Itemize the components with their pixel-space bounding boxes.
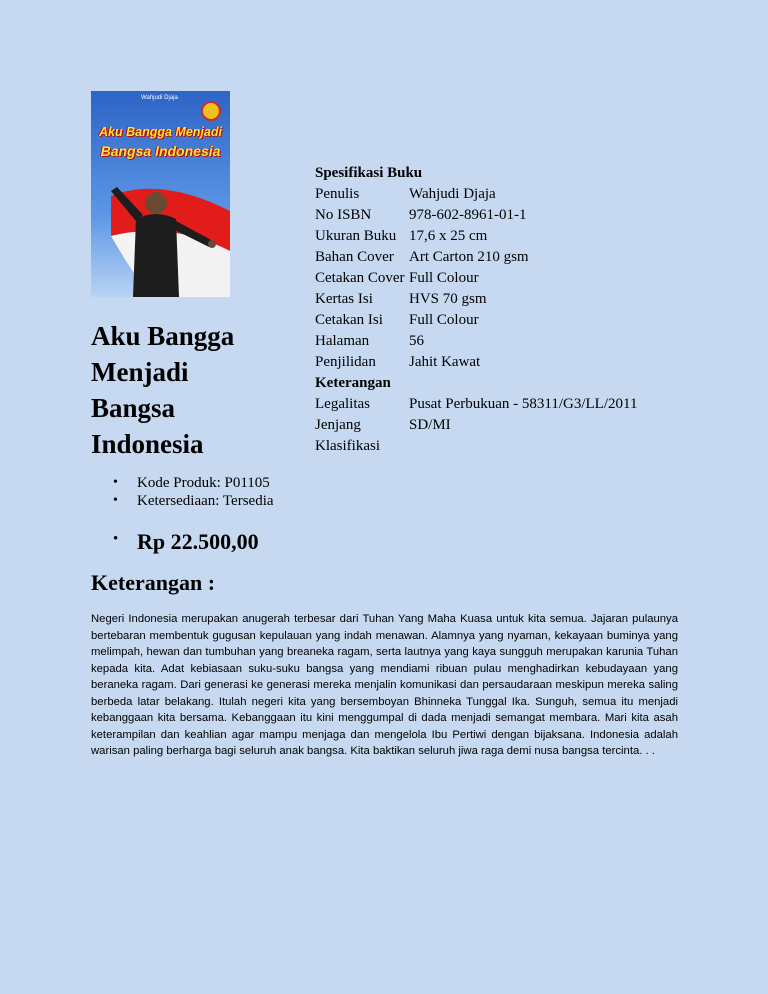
- cover-title-line2: Bangsa Indonesia: [100, 143, 221, 159]
- spec-key: Cetakan Cover: [315, 270, 405, 286]
- product-code: • Kode Produk: P01105: [113, 474, 274, 492]
- cover-title-line1: Aku Bangga Menjadi: [99, 125, 222, 139]
- spec-key: Kertas Isi: [315, 291, 373, 307]
- spec-value: Full Colour: [409, 270, 479, 286]
- product-info-list: [113, 474, 274, 510]
- book-title: [91, 318, 291, 462]
- spec-value: 17,6 x 25 cm: [409, 228, 488, 244]
- title-line: Aku Bangga: [91, 321, 235, 351]
- title-line: Bangsa: [91, 393, 176, 423]
- spec-key: Cetakan Isi: [315, 312, 383, 328]
- spec-value: Full Colour: [409, 312, 479, 328]
- spec-key: Ukuran Buku: [315, 228, 397, 244]
- title-line: Indonesia: [91, 429, 204, 459]
- cover-author: Wahjudi Djaja: [141, 95, 178, 101]
- spec-key: No ISBN: [315, 207, 372, 223]
- spec-key: Halaman: [315, 333, 370, 349]
- spec-key: Penulis: [315, 186, 360, 202]
- spec-key: Penjilidan: [315, 354, 376, 370]
- spec-value: 56: [409, 333, 424, 349]
- spec-value: HVS 70 gsm: [409, 291, 487, 307]
- spec-value: Jahit Kawat: [409, 354, 481, 370]
- spec-value: Pusat Perbukuan - 58311/G3/LL/2011: [409, 396, 638, 412]
- spec-key: Legalitas: [315, 396, 370, 412]
- spec-key: Bahan Cover: [315, 249, 394, 265]
- description-heading: Keterangan :: [91, 570, 216, 595]
- spec-value: Wahjudi Djaja: [409, 186, 496, 202]
- spec-value: SD/MI: [409, 417, 451, 433]
- title-line: Menjadi: [91, 357, 189, 387]
- spec-value: Art Carton 210 gsm: [409, 249, 529, 265]
- spec-key: Klasifikasi: [315, 438, 380, 454]
- price: • Rp 22.500,00: [113, 529, 259, 555]
- book-cover-image: [91, 91, 230, 297]
- spec-value: 978-602-8961-01-1: [409, 207, 527, 223]
- availability: • Ketersediaan: Tersedia: [113, 492, 274, 510]
- description-text: Negeri Indonesia merupakan anugerah terbesar dari Tuhan Yang Maha Kuasa untuk kita semua. Jajaran pulaunya bertebaran membentuk gugusan kepulauan yang indah menawan. Alamnya yang nyaman, kekayaan buminya yang melimpah, hewan dan tumbuhan yang breaneka ragam, serta lautnya yang kaya sungguh merupakan karunia Tuhan kepada kita. Adat kebiasaan suku-suku bangsa yang mendiami ribuan pulau menghadirkan kebudayaan yang beraneka ragam. Dari generasi ke generasi mereka menjalin komunikasi dan persaudaraan meskipun mereka saling berbeda latar belakang. Itulah negeri kita yang bersemboyan Bhinneka Tunggal Ika. Sunguh, semua itu menjadi kebanggaan kita bersama. Kebanggaan itu kini menggumpal di dada menjadi semangat membara. Mari kita asah keterampilan dan keahlian agar mampu menjaga dan mengelola Ibu Pertiwi dengan bijaksana. Indonesia adalah warisan paling berharga bagi seluruh anak bangsa. Kita baktikan seluruh jiwa raga demi nusa bangsa tercinta. . .: [91, 613, 678, 757]
- spec-key: Jenjang: [315, 417, 361, 433]
